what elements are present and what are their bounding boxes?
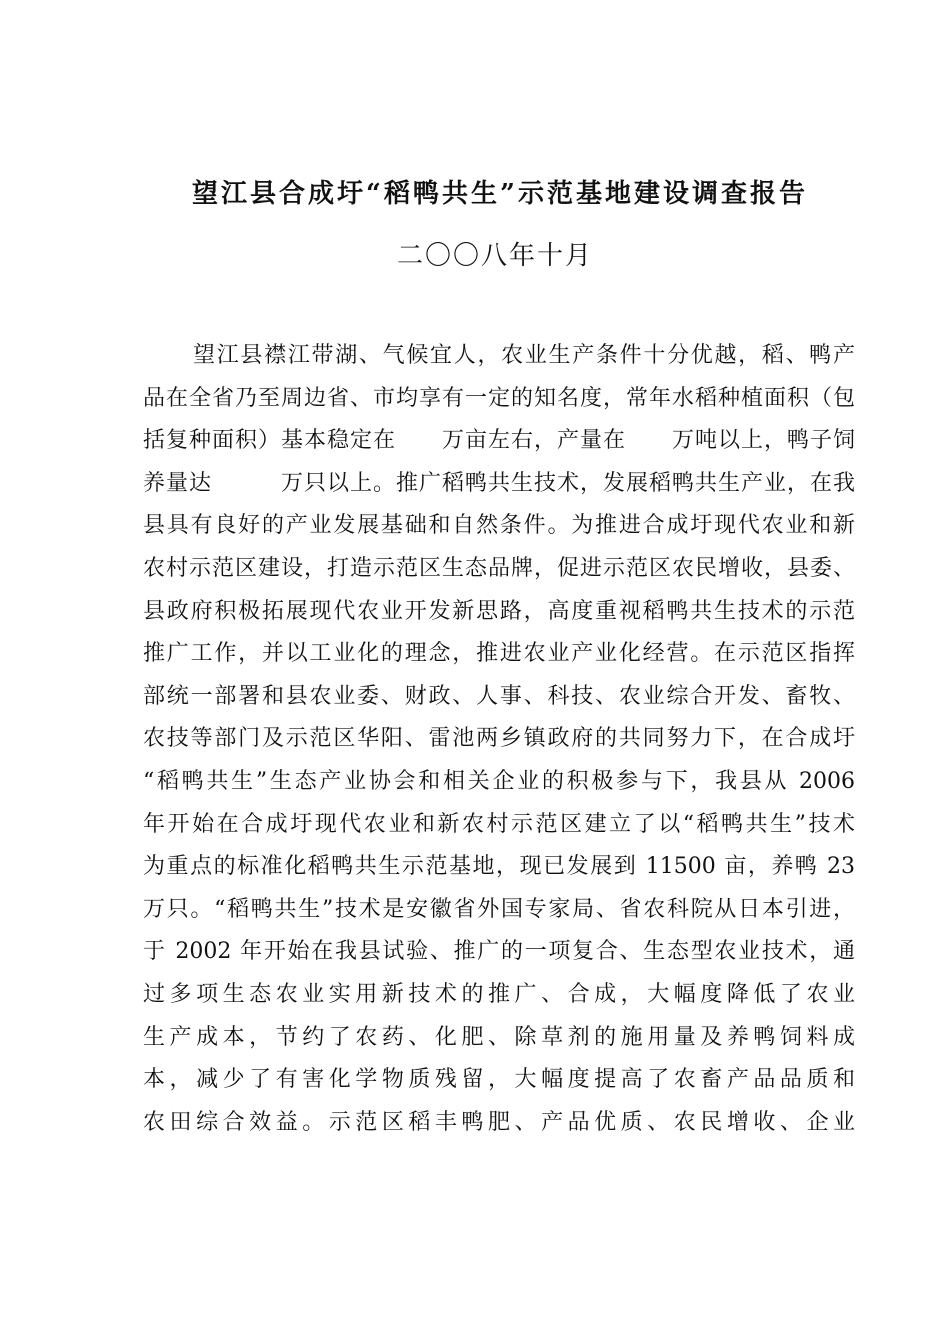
body-line: 过多项生态农业实用新技术的推广、合成，大幅度降低了农业 (143, 981, 855, 1007)
body-line: 部统一部署和县农业委、财政、人事、科技、农业综合开发、畜牧、 (143, 683, 855, 709)
body-line: 品在全省乃至周边省、市均享有一定的知名度，常年水稻种植面积（包 (143, 385, 855, 411)
body-line: 括复种面积）基本稳定在 万亩左右，产量在 万吨以上，鸭子饲 (143, 428, 855, 454)
body-line: 农技等部门及示范区华阳、雷池两乡镇政府的共同努力下，在合成圩 (143, 726, 855, 752)
body-line: 本，减少了有害化学物质残留，大幅度提高了农畜产品品质和 (143, 1067, 855, 1093)
body-line: 推广工作，并以工业化的理念，推进农业产业化经营。在示范区指挥 (143, 641, 855, 667)
body-line: “稻鸭共生”生态产业协会和相关企业的积极参与下，我县从 2006 (143, 768, 855, 794)
body-line: 于 2002 年开始在我县试验、推广的一项复合、生态型农业技术，通 (143, 939, 855, 965)
body-line: 年开始在合成圩现代农业和新农村示范区建立了以“稻鸭共生”技术 (143, 811, 855, 837)
document-body (143, 335, 855, 1144)
body-line: 为重点的标准化稻鸭共生示范基地，现已发展到 11500 亩，养鸭 23 (143, 854, 855, 880)
body-line: 县具有良好的产业发展基础和自然条件。为推进合成圩现代农业和新 (143, 513, 855, 539)
document-title: 望江县合成圩“稻鸭共生”示范基地建设调查报告 (192, 179, 808, 209)
body-line: 生产成本，节约了农药、化肥、除草剂的施用量及养鸭饲料成 (143, 1024, 855, 1050)
body-line: 县政府积极拓展现代农业开发新思路，高度重视稻鸭共生技术的示范 (143, 598, 855, 624)
document-date: 二〇〇八年十月 (396, 241, 593, 271)
body-line: 养量达 万只以上。推广稻鸭共生技术，发展稻鸭共生产业，在我 (143, 470, 855, 496)
body-line: 望江县襟江带湖、气候宜人，农业生产条件十分优越，稻、鸭产 (193, 343, 855, 368)
body-line: 农田综合效益。示范区稻丰鸭肥、产品优质、农民增收、企业 (143, 1109, 855, 1135)
body-line: 万只。“稻鸭共生”技术是安徽省外国专家局、省农科院从日本引进， (143, 896, 855, 922)
body-line: 农村示范区建设，打造示范区生态品牌，促进示范区农民增收，县委、 (143, 555, 855, 581)
